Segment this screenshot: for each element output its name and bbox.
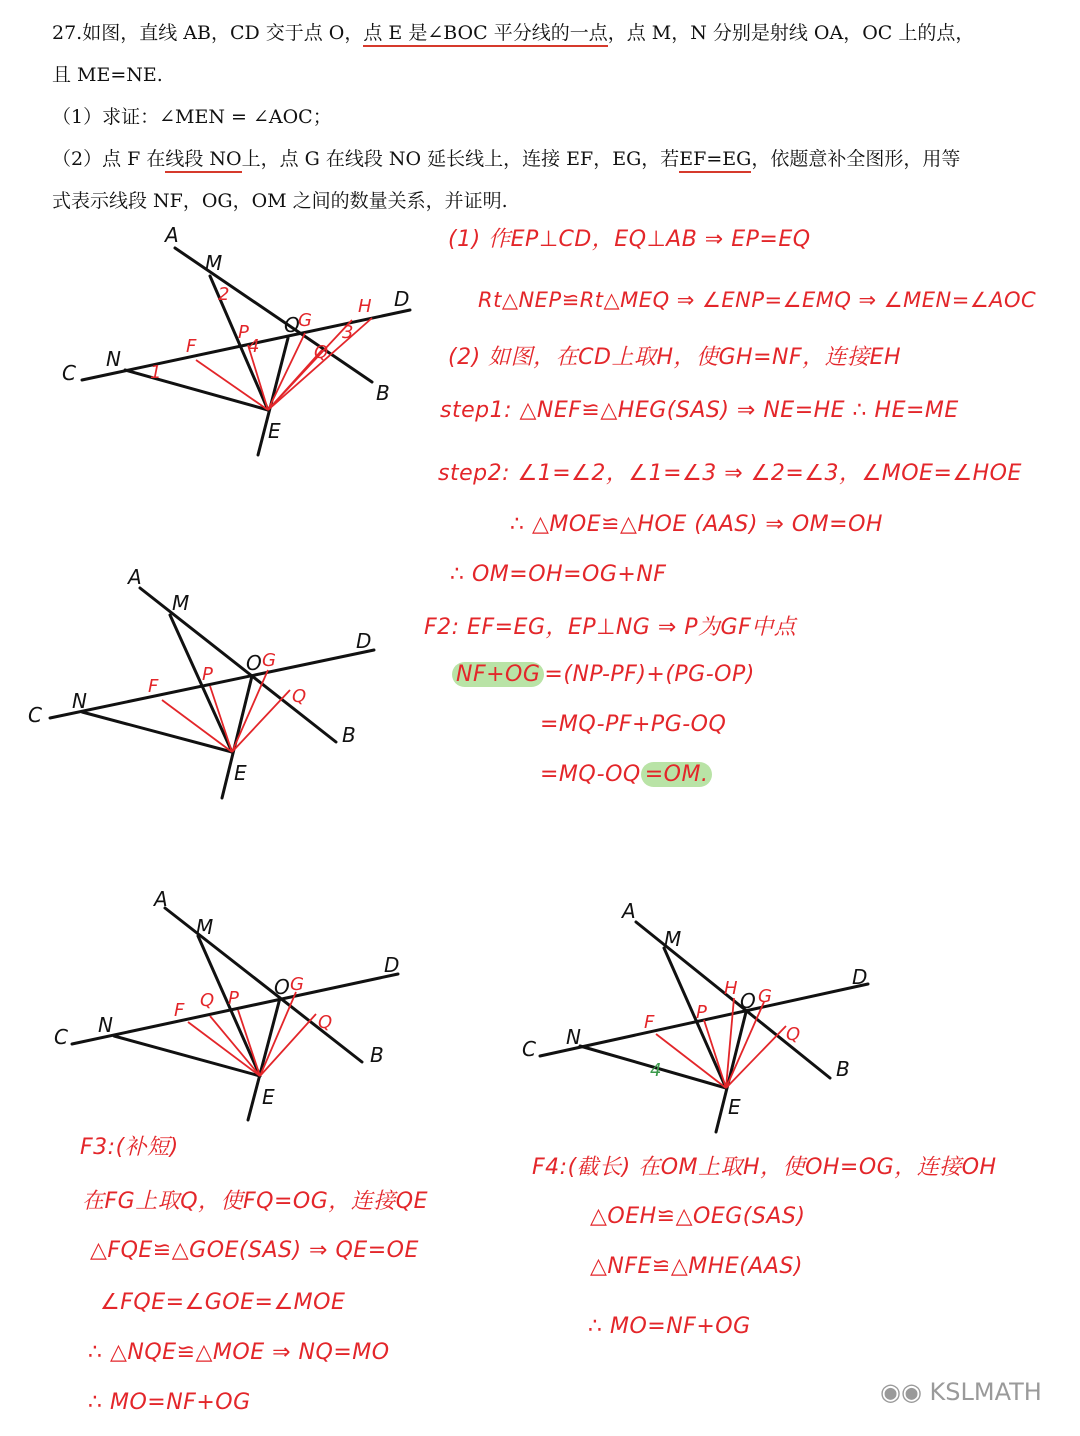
solution1-line: step2: ∠1=∠2，∠1=∠3 ⇒ ∠2=∠3，∠MOE=∠HOE	[438, 461, 1022, 486]
label: E	[728, 1095, 741, 1119]
label: 4	[248, 336, 260, 357]
watermark	[880, 1378, 1042, 1406]
label: F	[148, 676, 159, 697]
label: 4	[650, 1060, 662, 1081]
label: G	[262, 650, 276, 671]
figure-2	[28, 565, 374, 798]
segment-EP	[210, 686, 232, 752]
label: N	[106, 347, 121, 371]
label: Q	[292, 686, 307, 707]
label: 2	[218, 284, 230, 305]
solution1-line: Rt△NEP≌Rt△MEQ ⇒ ∠ENP=∠EMQ ⇒ ∠MEN=∠AOC	[478, 288, 1037, 312]
problem-text: 27.如图，直线 AB，CD 交于点 O，	[52, 22, 364, 44]
segment-NE	[82, 712, 232, 752]
solution1-line: ∴ △MOE≌△HOE (AAS) ⇒ OM=OH	[510, 512, 883, 537]
label: P	[696, 1002, 707, 1023]
solution1-line: (1) 作EP⊥CD，EQ⊥AB ⇒ EP=EQ	[448, 227, 811, 252]
solution1-line: (2) 如图，在CD上取H，使GH=NF，连接EH	[448, 345, 902, 370]
label: M	[664, 927, 682, 951]
problem-underlined-text: 线段 NO	[165, 148, 241, 173]
solution4-line: △OEH≌△OEG(SAS)	[590, 1204, 806, 1229]
solution3-line: ∴ △NQE≌△MOE ⇒ NQ=MO	[88, 1340, 390, 1365]
label: B	[376, 381, 390, 405]
label: P	[238, 322, 249, 343]
problem-text: ，依题意补全图形，用等	[751, 148, 961, 170]
label: D	[852, 965, 868, 989]
label: C	[62, 361, 76, 385]
label: C	[54, 1025, 68, 1049]
label: E	[262, 1085, 275, 1109]
label: O	[246, 651, 262, 675]
label: F	[186, 336, 197, 357]
label: H	[358, 296, 372, 317]
label: A	[154, 887, 168, 911]
label: M	[205, 251, 223, 275]
solution3-line: F3:(补短)	[80, 1135, 179, 1160]
line-AB	[165, 908, 362, 1062]
label: G	[758, 986, 772, 1007]
solution2-text: =(NP-PF)+(PG-OP)	[544, 662, 755, 687]
solution1-line: ∴ OM=OH=OG+NF	[450, 562, 667, 587]
label: B	[370, 1043, 384, 1067]
label: O	[274, 975, 290, 999]
line-CD	[72, 974, 398, 1044]
label: D	[384, 953, 400, 977]
label: 3	[342, 322, 354, 343]
label: 1	[150, 362, 162, 383]
solution4-line: F4:(截长) 在OM上取H，使OH=OG，连接OH	[532, 1155, 997, 1180]
label: E	[234, 761, 247, 785]
segment-EP	[704, 1020, 726, 1088]
label: M	[172, 591, 190, 615]
solution3-line: △FQE≌△GOE(SAS) ⇒ QE=OE	[90, 1238, 419, 1263]
segment-EP	[238, 1010, 260, 1076]
label: Q	[314, 342, 329, 363]
problem-line-2: 且 ME=NE.	[52, 64, 163, 86]
solution1-line: step1: △NEF≌△HEG(SAS) ⇒ NE=HE ∴ HE=ME	[440, 398, 959, 423]
problem-text: 上，点 G 在线段 NO 延长线上，连接 EF，EG，若	[241, 148, 680, 170]
solution3-line: ∠FQE=∠GOE=∠MOE	[100, 1290, 346, 1315]
label: F	[644, 1012, 655, 1033]
label: B	[342, 723, 356, 747]
label: G	[298, 310, 312, 331]
label: Q	[200, 990, 215, 1011]
solution4-line: △NFE≌△MHE(AAS)	[590, 1254, 803, 1279]
label: F	[174, 1000, 185, 1021]
solution3-line: 在FG上取Q，使FQ=OG，连接QE	[82, 1189, 429, 1214]
problem-line-5: 式表示线段 NF，OG，OM 之间的数量关系，并证明.	[52, 190, 508, 212]
label: N	[98, 1013, 113, 1037]
label: N	[72, 689, 87, 713]
label: D	[394, 287, 410, 311]
highlighted-text: =OM.	[641, 762, 713, 787]
highlighted-text: NF+OG	[452, 662, 544, 687]
label: M	[196, 915, 214, 939]
segment-EQ	[210, 1016, 260, 1076]
solution2-line: F2: EF=EG，EP⊥NG ⇒ P为GF中点	[424, 615, 797, 640]
label: H	[724, 978, 738, 999]
label: Q	[318, 1012, 333, 1033]
label: G	[290, 974, 304, 995]
segment-NE	[114, 1036, 260, 1076]
label: P	[202, 664, 213, 685]
figure-3	[54, 887, 399, 1120]
solution4-line: ∴ MO=NF+OG	[588, 1314, 751, 1339]
label: D	[356, 629, 372, 653]
label: O	[740, 989, 756, 1013]
problem-text: （2）点 F 在	[52, 148, 166, 170]
line-CD	[82, 310, 410, 380]
label: A	[128, 565, 142, 589]
problem-underlined-text: EF=EG	[679, 148, 751, 173]
solution2-line: =MQ-PF+PG-OQ	[540, 712, 727, 737]
problem-text: ，点 M，N 分别是射线 OA，OC 上的点，	[607, 22, 975, 44]
label: Q	[786, 1024, 801, 1045]
figure-4	[522, 899, 868, 1132]
label: C	[28, 703, 42, 727]
watermark-text: KSLMATH	[929, 1378, 1042, 1406]
label: O	[284, 313, 300, 337]
wechat-icon: ◉◉	[880, 1378, 930, 1406]
label: A	[622, 899, 636, 923]
segment-NE	[125, 370, 268, 410]
label: N	[566, 1025, 581, 1049]
label: E	[268, 419, 281, 443]
figure-1	[62, 223, 410, 455]
solution2-text: =MQ-OQ	[540, 762, 641, 787]
label: P	[228, 988, 239, 1009]
label: B	[836, 1057, 850, 1081]
solution3-line: ∴ MO=NF+OG	[88, 1390, 251, 1415]
problem-line-3: （1）求证：∠MEN = ∠AOC；	[52, 106, 332, 128]
label: C	[522, 1037, 536, 1061]
label: A	[165, 223, 179, 247]
problem-underlined-text: 点 E 是∠BOC 平分线的一点	[363, 22, 607, 47]
